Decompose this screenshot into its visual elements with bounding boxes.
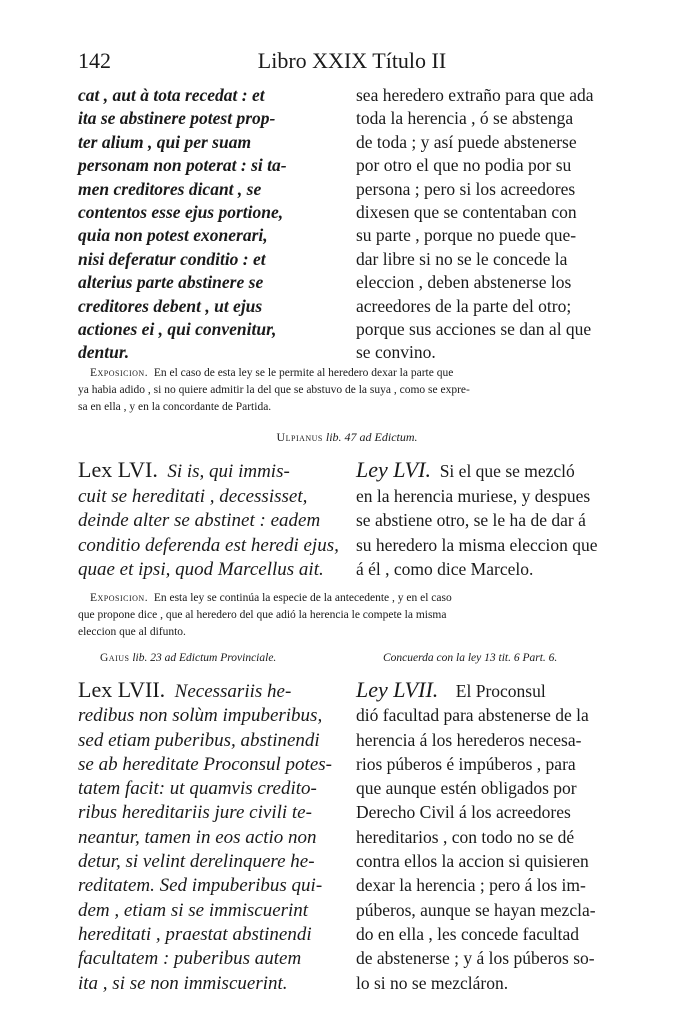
latin-line: quia non potest exonerari,	[78, 225, 268, 246]
spanish-line: lo si no se mezcláron.	[356, 972, 509, 993]
page-number: 142	[78, 48, 111, 73]
exposicion-text: En esta ley se continúa la especie de la antecedente , y en el caso	[153, 592, 452, 604]
latin-line: tatem facit: ut quamvis credito-	[78, 778, 317, 800]
source-work: lib. 23 ad Edictum Provinciale.	[132, 652, 277, 664]
latin-line: contentos esse ejus portione,	[78, 202, 284, 223]
spanish-column-3	[356, 678, 618, 995]
latin-line: detur, si velint derelinquere he-	[78, 851, 315, 873]
spanish-line	[356, 458, 618, 484]
latin-line: quae et ipsi, quod Marcellus ait.	[78, 559, 324, 580]
spanish-line: contra ellos la accion si quisieren	[356, 851, 589, 872]
exposicion-note-1	[78, 365, 616, 416]
spanish-text: Si el que se mezcló	[439, 461, 575, 481]
spanish-line: porque sus acciones se dan al que	[356, 319, 592, 340]
source-author: Ulpianus	[276, 430, 323, 444]
page-header	[78, 48, 626, 78]
spanish-text: El Proconsul	[455, 681, 546, 701]
source-author: Gaius	[100, 652, 130, 664]
spanish-line: á él , como dice Marcelo.	[356, 559, 534, 579]
source-work: lib. 47 ad Edictum.	[325, 430, 418, 444]
latin-line: reditatem. Sed impuberibus qui-	[78, 875, 323, 897]
ley-heading: Ley LVI.	[356, 457, 431, 482]
exposicion-line	[78, 365, 616, 382]
latin-line: dentur.	[78, 342, 130, 363]
exposicion-note-2	[78, 590, 616, 641]
latin-line: ter alium , qui per suam	[78, 131, 252, 152]
latin-line: creditores debent , ut ejus	[78, 295, 263, 316]
spanish-line: púberos, aunque se hayan mezcla-	[356, 899, 596, 920]
ley-heading: Ley LVII.	[356, 677, 439, 702]
spanish-line: herencia á los herederos necesa-	[356, 729, 582, 750]
latin-line: conditio deferenda est heredi ejus,	[78, 534, 339, 556]
spanish-line: do en ella , les concede facultad	[356, 923, 580, 944]
exposicion-label: Exposicion.	[90, 592, 149, 604]
running-title: Libro XXIX Título II	[257, 48, 447, 73]
concordance-note: Concuerda con la ley 13 tit. 6 Part. 6.	[383, 652, 558, 664]
exposicion-line: sa en ella , y en la concordante de Partida.	[78, 401, 272, 413]
source-citation-1	[78, 430, 616, 445]
lex-heading: Lex LVI.	[78, 457, 158, 482]
latin-line: men creditores dicant , se	[78, 178, 262, 199]
latin-line	[78, 458, 340, 485]
spanish-line: dió facultad para abstenerse de la	[356, 705, 589, 726]
latin-column-1	[78, 84, 336, 365]
spanish-line: su heredero la misma eleccion que	[356, 534, 598, 555]
spanish-line: dar libre si no se le concede la	[356, 248, 568, 269]
latin-line: se ab hereditate Proconsul potes-	[78, 753, 332, 775]
spanish-line: hereditarios , con todo no se dé	[356, 826, 575, 847]
latin-line: ita , si se non immiscuerint.	[78, 972, 288, 994]
spanish-line: por otro el que no podia por su	[356, 155, 572, 176]
lex-heading: Lex LVII.	[78, 677, 166, 702]
latin-text: Necessariis he-	[174, 681, 292, 702]
spanish-line: de abstenerse ; y á los púberos so-	[356, 948, 595, 969]
latin-line: neantur, tamen in eos actio non	[78, 826, 317, 848]
latin-line: sed etiam puberibus, abstinendi	[78, 729, 320, 751]
latin-line: actiones ei , qui convenitur,	[78, 319, 277, 340]
spanish-column-2	[356, 458, 618, 582]
spanish-line: que aunque estén obligados por	[356, 778, 577, 799]
source-citation-2	[100, 652, 276, 664]
latin-line: facultatem : puberibus autem	[78, 948, 302, 970]
spanish-line: de toda ; y así puede abstenerse	[356, 131, 577, 152]
spanish-line: en la herencia muriese, y despues	[356, 485, 591, 506]
latin-line: cuit se hereditati , decessisset,	[78, 485, 308, 507]
latin-line: ita se abstinere potest prop-	[78, 108, 276, 129]
latin-line	[78, 678, 340, 704]
spanish-column-1	[356, 84, 618, 365]
exposicion-line	[78, 590, 616, 607]
latin-column-2	[78, 458, 340, 583]
latin-line: hereditati , praestat abstinendi	[78, 923, 312, 945]
spanish-line: se abstiene otro, se le ha de dar á	[356, 510, 586, 530]
spanish-line: eleccion , deben abstenerse los	[356, 272, 572, 293]
latin-line: personam non poterat : si ta-	[78, 155, 287, 176]
latin-line: ribus hereditariis jure civili te-	[78, 802, 312, 824]
spanish-line	[356, 678, 618, 703]
spanish-line: su parte , porque no puede que-	[356, 225, 577, 246]
exposicion-line: eleccion que al difunto.	[78, 626, 186, 638]
latin-line: nisi deferatur conditio : et	[78, 248, 266, 269]
latin-line: deinde alter se abstinet : eadem	[78, 510, 321, 531]
latin-column-3	[78, 678, 340, 996]
latin-line: cat , aut à tota recedat : et	[78, 85, 265, 105]
spanish-line: rios púberos é impúberos , para	[356, 753, 576, 774]
spanish-line: se convino.	[356, 342, 436, 363]
latin-text: Si is, qui immis-	[167, 461, 290, 482]
spanish-line: toda la herencia , ó se abstenga	[356, 108, 574, 129]
latin-line: alterius parte abstinere se	[78, 272, 264, 293]
exposicion-label: Exposicion.	[90, 367, 149, 379]
spanish-line: persona ; pero si los acreedores	[356, 178, 576, 199]
exposicion-line: que propone dice , que al heredero del que adió la herencia le compete la misma	[78, 609, 447, 621]
spanish-line: dixesen que se contentaban con	[356, 202, 577, 223]
spanish-line: dexar la herencia ; pero á los im-	[356, 875, 586, 896]
latin-line: dem , etiam si se immiscuerint	[78, 899, 309, 921]
spanish-line: acreedores de la parte del otro;	[356, 295, 572, 316]
latin-line: redibus non solùm impuberibus,	[78, 705, 323, 727]
spanish-line: Derecho Civil á los acreedores	[356, 802, 571, 823]
spanish-line: sea heredero extraño para que ada	[356, 85, 594, 105]
exposicion-text: En el caso de esta ley se le permite al heredero dexar la parte que	[153, 367, 454, 379]
exposicion-line: ya habia adido , si no quiere admitir la del que se abstuvo de la suya , como se expre-	[78, 384, 470, 396]
